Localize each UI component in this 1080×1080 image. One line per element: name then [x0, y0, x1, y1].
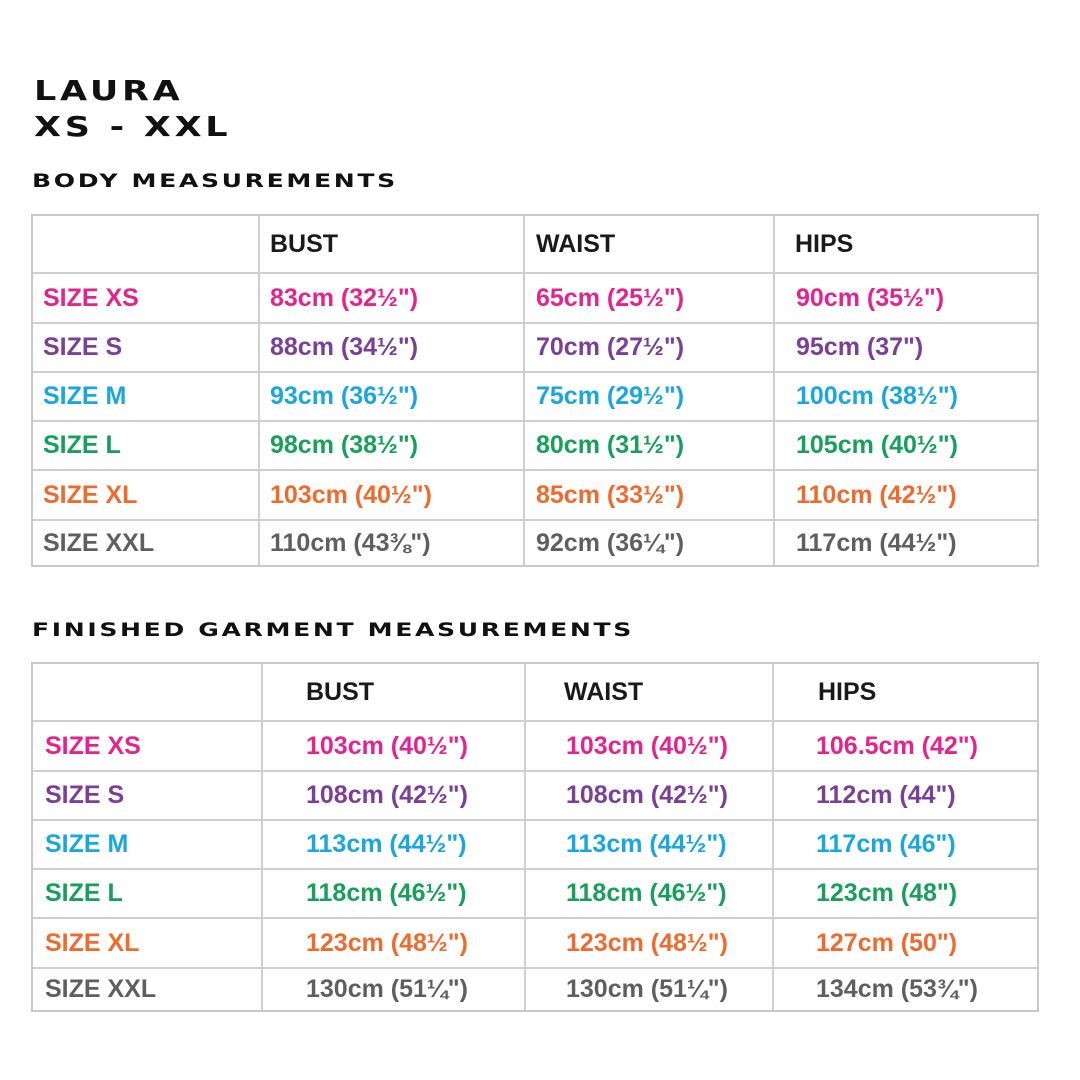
- bust-value: 103cm (40½"): [270, 480, 432, 509]
- bust-value: 108cm (42½"): [306, 781, 468, 809]
- bust-value: 123cm (48½"): [306, 928, 468, 957]
- table-header-row: [33, 664, 1037, 722]
- table-row: [33, 324, 1037, 373]
- bust-value: 130cm (51¼"): [306, 975, 468, 1003]
- table-row: [33, 722, 1037, 772]
- bust-value: 113cm (44½"): [306, 830, 467, 858]
- page-title: LAURA: [34, 74, 184, 107]
- waist-value: 113cm (44½"): [566, 830, 727, 858]
- column-header-bust: BUST: [306, 677, 375, 706]
- size-label: SIZE XL: [43, 480, 138, 509]
- column-divider: [524, 664, 526, 1010]
- column-header-hips: HIPS: [795, 229, 854, 258]
- bust-value: 93cm (36½"): [270, 382, 419, 410]
- hips-value: 105cm (40½"): [796, 431, 958, 459]
- size-label: SIZE S: [43, 333, 123, 361]
- body-measurements-heading: BODY MEASUREMENTS: [32, 170, 398, 192]
- finished-garment-table: [31, 662, 1039, 1012]
- table-row: [33, 373, 1037, 422]
- bust-value: 98cm (38½"): [270, 431, 419, 459]
- size-label: SIZE M: [45, 830, 129, 858]
- size-label: SIZE XL: [45, 928, 140, 957]
- hips-value: 100cm (38½"): [796, 382, 958, 410]
- bust-value: 118cm (46½"): [306, 879, 467, 907]
- hips-value: 117cm (46"): [816, 830, 956, 858]
- column-header-bust: BUST: [270, 229, 339, 258]
- hips-value: 123cm (48"): [816, 879, 958, 907]
- hips-value: 106.5cm (42"): [816, 731, 978, 760]
- waist-value: 65cm (25½"): [536, 283, 685, 312]
- waist-value: 118cm (46½"): [566, 879, 727, 907]
- waist-value: 75cm (29½"): [536, 382, 685, 410]
- hips-value: 112cm (44"): [816, 781, 956, 809]
- column-divider: [258, 216, 260, 565]
- column-divider: [523, 216, 525, 565]
- table-row: [33, 772, 1037, 821]
- size-range: XS - XXL: [34, 110, 232, 143]
- size-label: SIZE L: [43, 431, 121, 459]
- table-row: [33, 870, 1037, 919]
- table-header-row: [33, 216, 1037, 274]
- column-header-waist: WAIST: [564, 677, 644, 706]
- table-row: [33, 521, 1037, 565]
- waist-value: 80cm (31½"): [536, 431, 685, 459]
- hips-value: 95cm (37"): [796, 333, 924, 361]
- size-label: SIZE S: [45, 781, 125, 809]
- body-measurements-table: [31, 214, 1039, 567]
- table-row: [33, 821, 1037, 870]
- size-label: SIZE XXL: [43, 528, 155, 557]
- bust-value: 103cm (40½"): [306, 731, 468, 760]
- waist-value: 85cm (33½"): [536, 480, 685, 509]
- size-label: SIZE L: [45, 879, 123, 907]
- bust-value: 88cm (34½"): [270, 333, 419, 361]
- size-label: SIZE XS: [43, 283, 139, 312]
- hips-value: 117cm (44½"): [796, 528, 957, 557]
- column-divider: [261, 664, 263, 1010]
- table-row: [33, 422, 1037, 471]
- column-divider: [772, 664, 774, 1010]
- bust-value: 110cm (43⅜"): [270, 528, 431, 557]
- finished-garment-heading: FINISHED GARMENT MEASUREMENTS: [32, 619, 634, 641]
- hips-value: 134cm (53¾"): [816, 975, 978, 1003]
- hips-value: 110cm (42½"): [796, 480, 957, 509]
- hips-value: 90cm (35½"): [796, 283, 945, 312]
- table-row: [33, 471, 1037, 521]
- column-header-waist: WAIST: [536, 229, 616, 258]
- size-label: SIZE XS: [45, 731, 141, 760]
- waist-value: 123cm (48½"): [566, 928, 728, 957]
- table-row: [33, 274, 1037, 324]
- bust-value: 83cm (32½"): [270, 283, 419, 312]
- size-label: SIZE M: [43, 382, 127, 410]
- waist-value: 130cm (51¼"): [566, 975, 728, 1003]
- waist-value: 108cm (42½"): [566, 781, 728, 809]
- waist-value: 92cm (36¼"): [536, 528, 685, 557]
- waist-value: 103cm (40½"): [566, 731, 728, 760]
- column-divider: [773, 216, 775, 565]
- hips-value: 127cm (50"): [816, 928, 958, 957]
- size-label: SIZE XXL: [45, 975, 157, 1003]
- waist-value: 70cm (27½"): [536, 333, 685, 361]
- table-row: [33, 919, 1037, 969]
- table-row: [33, 969, 1037, 1010]
- column-header-hips: HIPS: [818, 677, 877, 706]
